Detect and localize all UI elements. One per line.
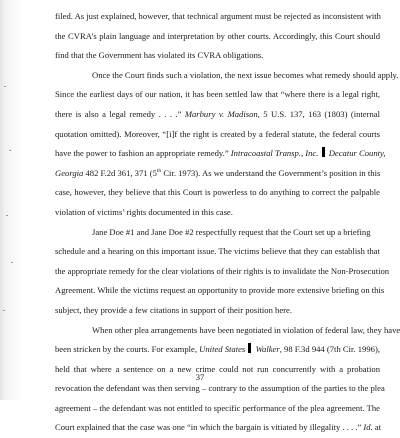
text-line: the CVRA’s plain language and interpretation by other courts. Accordingly, this Court should xyxy=(55,30,380,41)
text-line: case, however, they believe that this Court is powerless to do anything to correct the palpable xyxy=(55,187,380,198)
case-citation: Walker xyxy=(255,344,280,355)
text-line: held that where a sentence on a new crime could not run concurrently with a probation xyxy=(55,363,380,374)
case-citation: Intracoastal Transp., Inc. xyxy=(230,148,319,159)
scan-speck xyxy=(9,150,11,151)
text-line: Agreement. While the victims request an opportunity to provide more extensive briefing on this xyxy=(55,285,385,296)
text-line: Georgia 482 F.2d 361, 371 (5th Cir. 1973). As we understand the Government’s position in this xyxy=(55,167,381,178)
text-line: the appropriate remedy for the clear violations of their rights is to invalidate the Non-Prosecution xyxy=(55,265,390,276)
scan-speck xyxy=(6,215,8,216)
scan-speck xyxy=(4,86,6,87)
text-line: violation of victims’ rights documented in this case. xyxy=(55,206,233,217)
text-line: agreement – the defendant was not entitled to specific performance of the plea agreement. The xyxy=(55,402,380,413)
text-line: revocation the defendant was then serving – contrary to the assumption of the parties to the plea xyxy=(55,383,385,394)
case-citation: Decatur County, xyxy=(328,148,386,159)
text-line: been stricken by the courts. For example, United States Walker, 98 F.3d 944 (7th Cir. 1996), xyxy=(55,344,380,355)
text-line: Once the Court finds such a violation, the next issue becomes what remedy should apply. xyxy=(92,69,399,80)
redaction-mark xyxy=(248,343,251,353)
text-line: Court explained that the case was one “in which the bargain is vitiated by illegality . . . .” Id. at xyxy=(55,422,382,433)
text-line: there is also a legal remedy . . . .” Marbury v. Madison, 5 U.S. 137, 163 (1803) (internal xyxy=(55,108,380,119)
case-citation: Id. xyxy=(363,422,373,433)
case-citation: Georgia xyxy=(55,167,84,178)
page-number: 37 xyxy=(195,372,205,382)
page-left-edge-shadow xyxy=(0,0,40,400)
text-line: find that the Government has violated its CVRA obligations. xyxy=(55,50,264,61)
redaction-mark xyxy=(322,147,325,157)
text-line: Jane Doe #1 and Jane Doe #2 respectfully request that the Court set up a briefing xyxy=(92,226,371,237)
scan-speck xyxy=(11,262,13,263)
case-citation: United States xyxy=(199,344,246,355)
text-line: filed. As just explained, however, that technical argument must be rejected as inconsistent with xyxy=(55,11,381,21)
text-line: subject, they provide a few citations in support of their position here. xyxy=(55,304,292,315)
text-line: Since the earliest days of our nation, it has been settled law that “where there is a legal right, xyxy=(55,89,380,100)
text-line: schedule and a hearing on this important issue. The victims believe that they can establish that xyxy=(55,246,380,257)
scan-speck xyxy=(3,310,5,311)
text-line: quotation omitted). Moreover, “[i]f the right is created by a federal statute, the federal courts xyxy=(55,128,380,139)
case-citation: Marbury v. Madison xyxy=(184,108,258,119)
text-line: When other plea arrangements have been negotiated in violation of federal law, they have xyxy=(92,324,400,335)
text-line: have the power to fashion an appropriate remedy.” Intracoastal Transp., Inc. Decatur County, xyxy=(55,148,386,159)
